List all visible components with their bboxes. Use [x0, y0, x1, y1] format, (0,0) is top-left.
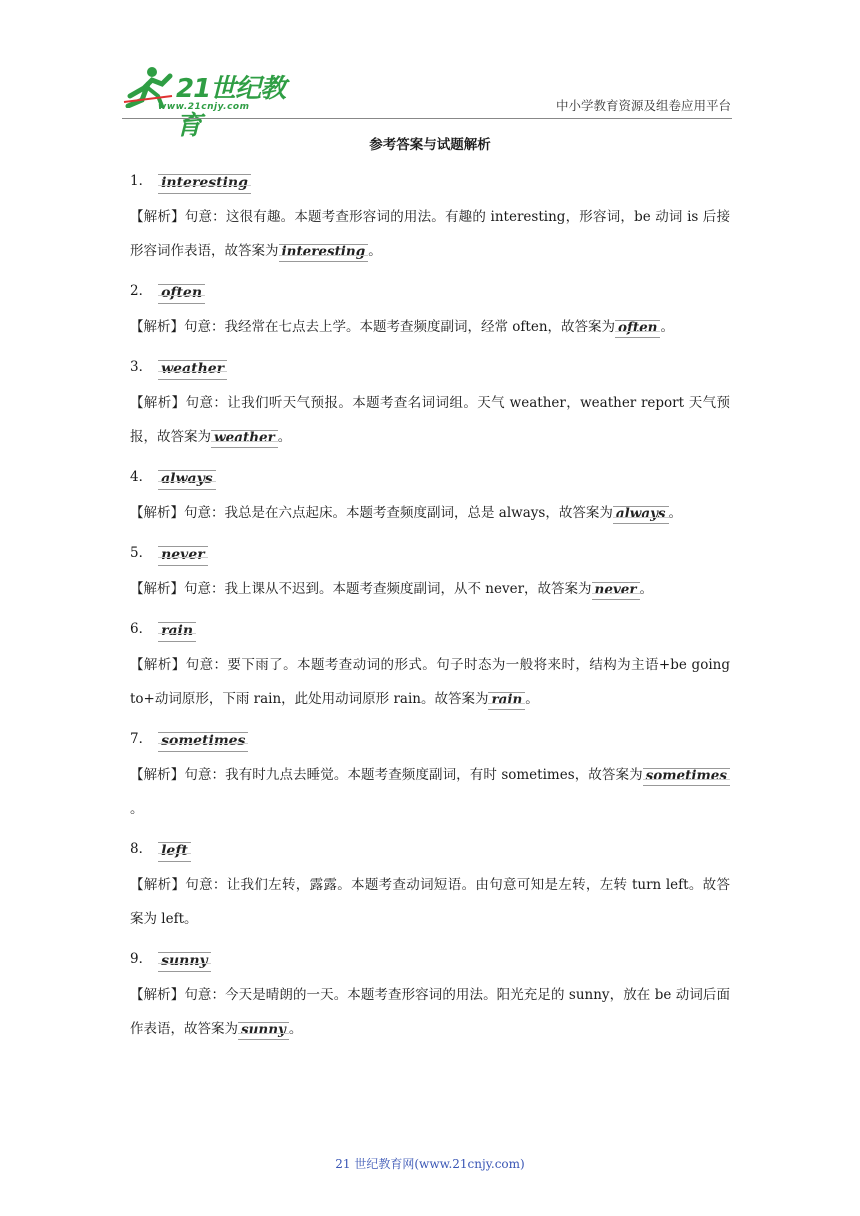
question-answer [130, 458, 730, 490]
explanation [130, 496, 730, 530]
page-title: 参考答案与试题解析 [369, 137, 491, 153]
answer-text-inline: never [594, 581, 637, 598]
handwritten-answer [158, 950, 211, 972]
question-number: 2． [130, 283, 153, 299]
explanation-text: 【解析】句意：我有时九点去睡觉。本题考查频度副词，有时 sometimes，故答案为 [130, 767, 643, 783]
question-answer [130, 348, 730, 380]
logo-url: www.21cnjy.com [158, 102, 250, 112]
explanation-end: 。 [660, 319, 674, 335]
explanation-text: 【解析】句意：让我们听天气预报。本题考查名词词组。天气 weather，weather report 天气预报，故答案为 [130, 395, 730, 445]
explanation-end: 。 [130, 801, 144, 817]
explanation-text: 【解析】句意：我上课从不迟到。本题考查频度副词，从不 never，故答案为 [130, 581, 592, 597]
question-answer [130, 830, 730, 862]
explanation [130, 648, 730, 716]
answer-text: never [161, 547, 205, 563]
site-logo [122, 66, 292, 141]
explanation [130, 386, 730, 454]
explanation [130, 200, 730, 268]
answer-text: sometimes [161, 733, 246, 749]
header-platform-text: 中小学教育资源及组卷应用平台 [555, 98, 731, 113]
answer-text-inline: always [615, 505, 666, 522]
explanation-text: 【解析】句意：让我们左转，露露。本题考查动词短语。由句意可知是左转，左转 turn left。故答案为 left。 [130, 877, 730, 927]
question-number: 7． [130, 731, 153, 747]
answer-text: left [161, 843, 188, 859]
explanation-end: 。 [668, 505, 683, 521]
explanation-text: 【解析】句意：我总是在六点起床。本题考查频度副词，总是 always，故答案为 [130, 505, 613, 521]
answer-text: always [161, 471, 213, 487]
answer-text: interesting [161, 175, 248, 191]
explanation [130, 868, 730, 936]
question-number: 1． [130, 173, 153, 189]
page-footer: 21 世纪教育网(www.21cnjy.com) [335, 1157, 525, 1171]
answer-text-inline: often [618, 319, 658, 336]
handwritten-answer-inline [238, 1020, 289, 1040]
explanation-end: 。 [525, 691, 539, 707]
explanation-end: 。 [639, 581, 653, 597]
handwritten-answer-inline [592, 580, 640, 600]
handwritten-answer-inline [613, 504, 669, 524]
explanation-end: 。 [368, 243, 382, 259]
handwritten-answer [158, 620, 196, 642]
question-number: 6． [130, 621, 153, 637]
answer-list [130, 158, 730, 1046]
handwritten-answer [158, 468, 216, 490]
explanation [130, 978, 730, 1046]
answer-text-inline: interesting [281, 243, 366, 260]
answer-text: sunny [161, 953, 208, 969]
question-answer [130, 162, 730, 194]
handwritten-answer [158, 840, 191, 862]
answer-text: weather [161, 361, 225, 377]
answer-text-inline: weather [214, 429, 275, 446]
header-divider [122, 118, 732, 119]
handwritten-answer-inline [615, 318, 660, 338]
handwritten-answer [158, 544, 208, 566]
explanation-end: 。 [277, 429, 292, 445]
question-number: 3． [130, 359, 153, 375]
explanation [130, 310, 730, 344]
explanation-text: 【解析】句意：这很有趣。本题考查形容词的用法。有趣的 interesting，形容词，be 动词 is 后接形容词作表语，故答案为 [130, 209, 730, 259]
question-answer [130, 940, 730, 972]
handwritten-answer [158, 358, 227, 380]
logo-text: 21世纪教育 [176, 74, 286, 141]
question-number: 5． [130, 545, 153, 561]
explanation-text: 【解析】句意：我经常在七点去上学。本题考查频度副词，经常 often，故答案为 [130, 319, 616, 335]
question-number: 9． [130, 951, 153, 967]
answer-text: rain [161, 623, 194, 639]
question-answer [130, 272, 730, 304]
handwritten-answer [158, 282, 205, 304]
handwritten-answer-inline [488, 690, 525, 710]
answer-text-inline: sunny [241, 1021, 286, 1038]
handwritten-answer-inline [643, 766, 730, 786]
handwritten-answer-inline [279, 242, 369, 262]
question-answer [130, 720, 730, 752]
explanation-text: 【解析】句意：要下雨了。本题考查动词的形式。句子时态为一般将来时，结构为主语+be going to+动词原形，下雨 rain，此处用动词原形 rain。故答案为 [130, 657, 730, 707]
question-number: 4． [130, 469, 153, 485]
answer-text-inline: rain [491, 691, 523, 708]
question-number: 8． [130, 841, 153, 857]
explanation-end: 。 [288, 1021, 303, 1037]
question-answer [130, 610, 730, 642]
question-answer [130, 534, 730, 566]
explanation [130, 572, 730, 606]
answer-text: often [161, 285, 203, 301]
handwritten-answer [158, 730, 248, 752]
answer-text-inline: sometimes [645, 767, 727, 784]
handwritten-answer [158, 172, 251, 194]
explanation [130, 758, 730, 826]
page-header [0, 0, 860, 141]
handwritten-answer-inline [211, 428, 278, 448]
explanation-text: 【解析】句意：今天是晴朗的一天。本题考查形容词的用法。阳光充足的 sunny，放在 be 动词后面作表语，故答案为 [130, 987, 730, 1037]
